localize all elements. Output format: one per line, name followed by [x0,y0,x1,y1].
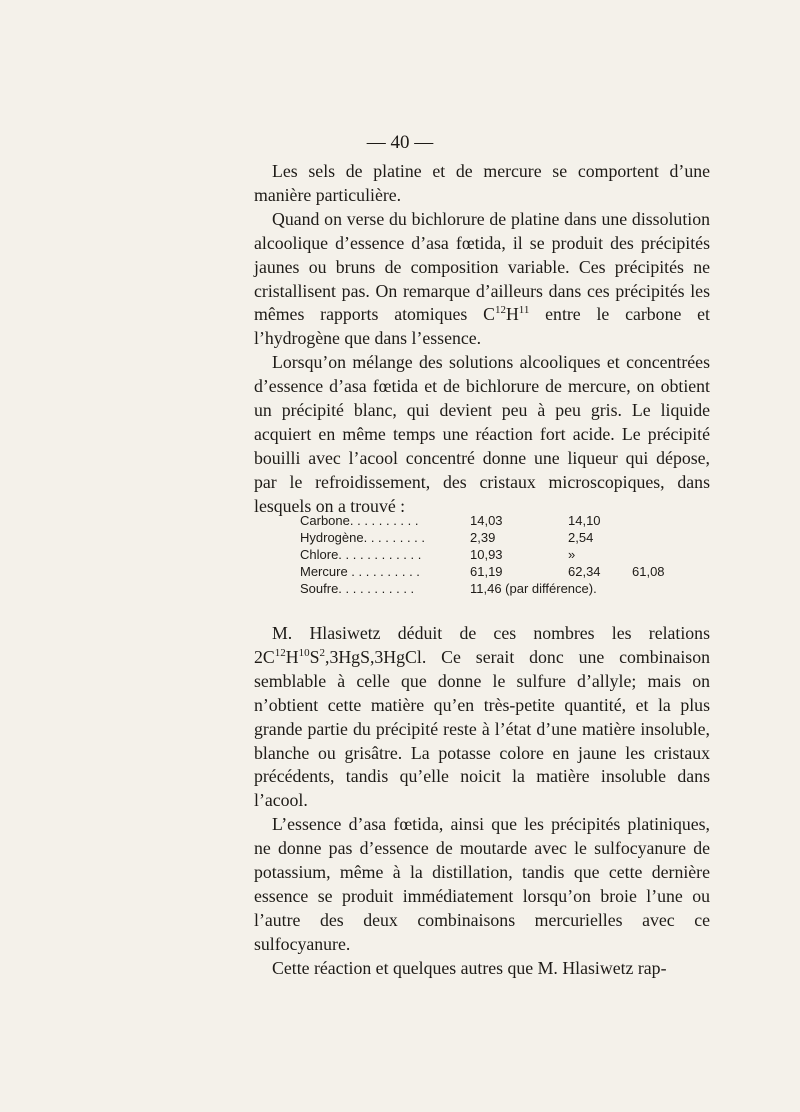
body-text-top [254,160,710,519]
value-cell: » [568,547,576,562]
value-cell: 2,54 [568,530,594,545]
value-cell: 62,34 [568,564,601,579]
table-row [300,512,720,529]
element-label: Carbone. . . . . . . . . . [300,513,419,528]
page-number: — 40 — [366,132,434,153]
paragraph-text: Ce serait donc une combinaison semblable à celle que donne le sulfure d’allyle; mais on n’obtient cette matière qu’en très-petite quantité, et la plus grande partie du précipité reste à l’état d’une matière insoluble, blanche ou grisâtre. La potasse colore en jaune les cristaux précédents, tandis qu’elle noicit la matière insoluble dans l’acool. [254,646,710,811]
table-row [300,546,720,563]
element-label: Chlore. . . . . . . . . . . . [300,547,422,562]
value-cell: 2,39 [470,530,496,545]
table-row [300,529,720,546]
value-cell: 14,10 [568,513,601,528]
value-cell: 61,19 [470,564,503,579]
paragraph: Lorsqu’on mélange des solutions alcooliques et concentrées d’essence d’asa fœtida et de bichlorure de mercure, on obtient un précipité blanc, qui devient peu à peu gris. Le liquide acquiert en même temps une réaction fort acide. Le précipité bouilli avec l’acool concentré donne une liqueur qui dépose, par le refroidissement, des cristaux microscopiques, dans lesquels on a trouvé : [254,352,710,516]
paragraph-text: M. Hlasiwetz déduit de ces nombres les relations [272,623,710,643]
paragraph: Les sels de platine et de mercure se comportent d’une manière particulière. [254,161,710,205]
paragraph: L’essence d’asa fœtida, ainsi que les précipités platiniques, ne donne pas d’essence de moutarde avec le sulfocyanure de potassium, même à la distillation, tandis que cette dernière essence se produit immédiatement lorsqu’on broie l’une ou l’autre des deux combinaisons mercurielles avec ce sulfocyanure. [254,814,710,954]
table-row [300,580,720,597]
table-row [300,563,720,580]
value-cell: 61,08 [632,564,665,579]
analysis-table [300,512,720,597]
value-cell: 11,46 (par différence). [470,581,597,596]
element-label: Mercure . . . . . . . . . . [300,564,420,579]
paragraph [254,622,710,813]
element-label: Hydrogène. . . . . . . . . [300,530,425,545]
paragraph-text: Quand on verse du bichlorure de platine dans une dissolution alcoolique d’essence d’asa fœtida, il se produit des précipités jaunes ou bruns de composition variable. Ces précipités ne cristallisent pas. On remarque d’ailleurs dans ces précipités les mêmes rapports atomiques [254,208,710,325]
body-text-bottom [254,622,710,981]
paragraph [254,208,710,351]
paragraph-text: entre le carbone et l’hydrogène que dans l’essence. [254,304,710,349]
formula: $C^{12}H^{11}$ [483,304,530,325]
value-cell: 10,93 [470,547,503,562]
value-cell: 14,03 [470,513,503,528]
formula: $2C^{12}H^{10}S^2,3HgS,3HgCl$. [254,646,427,667]
paragraph: Cette réaction et quelques autres que M. Hlasiwetz rap- [272,957,667,978]
element-label: Soufre. . . . . . . . . . . [300,581,415,596]
